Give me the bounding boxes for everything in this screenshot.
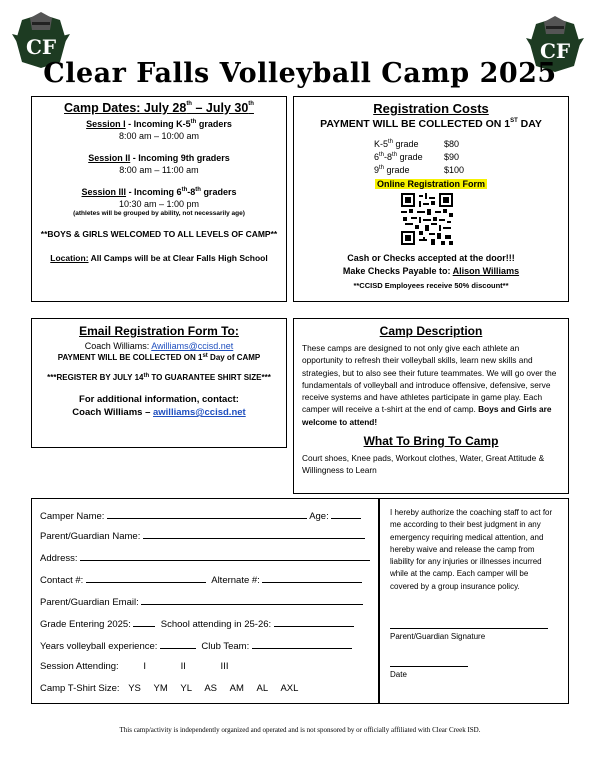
- size-am[interactable]: AM: [229, 683, 244, 694]
- session-1: Session I - Incoming K-5th graders: [86, 119, 232, 129]
- experience-field[interactable]: [160, 639, 196, 649]
- price-row-68: 6th-8th grade $90: [374, 152, 460, 162]
- contact-email-link[interactable]: awilliams@ccisd.net: [153, 407, 246, 418]
- page-title: Clear Falls Volleyball Camp 2025: [43, 58, 557, 89]
- description-text: These camps are designed to not only give each athlete an opportunity to refresh their volleyball skills, learn new skills and strategies, but to also see their future teammates. We will go over the fundamentals of volleyball and introduce offensive, defensive, serve receive systems and have athletes participate in game play. Each camper will receive a t-shirt at the end of camp. Boys and Girls are welcome to attend!: [302, 343, 557, 427]
- price-68: $90: [444, 152, 460, 162]
- contact-label: Contact #:: [40, 575, 84, 586]
- parent-name-field[interactable]: [143, 529, 365, 539]
- address-label: Address:: [40, 553, 78, 564]
- date-label: Date: [390, 670, 407, 679]
- school-label: School attending in 25-26:: [160, 619, 272, 630]
- grade-label: Grade Entering 2025:: [40, 619, 131, 630]
- price-9: $100: [444, 165, 465, 175]
- age-label: Age:: [309, 511, 329, 522]
- club-team-label: Club Team:: [201, 641, 250, 652]
- price-row-9: 9th grade $100: [374, 165, 465, 175]
- camper-name-label: Camper Name:: [40, 511, 105, 522]
- size-axl[interactable]: AXL: [280, 683, 299, 694]
- session-option-2[interactable]: II: [180, 661, 186, 672]
- bring-heading: What To Bring To Camp: [363, 434, 499, 449]
- shirt-size-label: Camp T-Shirt Size:: [40, 683, 120, 694]
- camp-description-box: [293, 318, 569, 494]
- register-deadline: ***REGISTER BY JULY 14th TO GUARANTEE SHIRT SIZE***: [47, 373, 271, 382]
- price-k5: $80: [444, 139, 460, 149]
- checks-payable: Make Checks Payable to: Alison Williams: [342, 266, 520, 276]
- qr-code[interactable]: [401, 193, 453, 245]
- session-attending-label: Session Attending:: [40, 661, 119, 672]
- session-option-3[interactable]: III: [220, 661, 229, 672]
- registration-form-box: [31, 498, 379, 704]
- logo-letters: CF: [539, 39, 571, 63]
- footer-disclaimer: This camp/activity is independently organized and operated and is not sponsored by or officially affiliated with Clear Creek ISD.: [119, 726, 481, 734]
- session-option-1[interactable]: I: [143, 661, 146, 672]
- grade-field[interactable]: [133, 617, 155, 627]
- coach-email-line: Coach Williams: Awilliams@ccisd.net: [84, 341, 234, 351]
- alternate-label: Alternate #:: [211, 575, 260, 586]
- size-al[interactable]: AL: [256, 683, 268, 694]
- signature-line[interactable]: [390, 628, 548, 629]
- employee-discount: **CCISD Employees receive 50% discount**: [353, 281, 509, 290]
- costs-heading: Registration Costs: [373, 101, 489, 116]
- costs-payment-note: PAYMENT WILL BE COLLECTED ON 1ST DAY: [320, 118, 542, 130]
- email-heading: Email Registration Form To:: [79, 324, 239, 338]
- contact-line: Coach Williams – awilliams@ccisd.net: [72, 407, 246, 418]
- authorization-text: I hereby authorize the coaching staff to act for me according to their best judgment in any emergency requiring medical attention, and hereby waive and release the camp from liability for any injuries or illnesses incurred while at the camp. Each camper will be covered by a group insurance policy.: [390, 508, 553, 591]
- email-registration-box: [31, 318, 287, 448]
- size-ym[interactable]: YM: [153, 683, 168, 694]
- signature-label: Parent/Guardian Signature: [390, 632, 486, 641]
- description-heading: Camp Description: [379, 324, 483, 338]
- contact-field[interactable]: [86, 573, 206, 583]
- parent-email-field[interactable]: [141, 595, 363, 605]
- camp-dates-heading: Camp Dates: July 28th – July 30th: [64, 101, 254, 115]
- session-3-time: 10:30 am – 1:00 pm: [118, 199, 200, 209]
- coach-email-link[interactable]: Awilliams@ccisd.net: [151, 341, 234, 351]
- parent-email-label: Parent/Guardian Email:: [40, 597, 139, 608]
- session-2-time: 8:00 am – 11:00 am: [119, 165, 199, 175]
- experience-label: Years volleyball experience:: [40, 641, 158, 652]
- welcome-note: **BOYS & GIRLS WELCOMED TO ALL LEVELS OF CAMP**: [40, 229, 278, 239]
- authorization-box: [379, 498, 569, 704]
- club-team-field[interactable]: [252, 639, 352, 649]
- age-field[interactable]: [331, 509, 361, 519]
- alternate-field[interactable]: [262, 573, 362, 583]
- size-as[interactable]: AS: [204, 683, 218, 694]
- location: Location: All Camps will be at Clear Falls High School: [50, 253, 268, 263]
- cash-checks-note: Cash or Checks accepted at the door!!!: [347, 253, 515, 263]
- logo-letters: CF: [25, 35, 57, 59]
- additional-info: For additional information, contact:: [79, 394, 239, 405]
- parent-name-label: Parent/Guardian Name:: [40, 531, 141, 542]
- school-field[interactable]: [274, 617, 354, 627]
- session-1-time: 8:00 am – 10:00 am: [118, 131, 200, 141]
- date-line[interactable]: [390, 666, 468, 667]
- price-row-k5: K-5th grade $80: [374, 139, 460, 149]
- email-payment-note: PAYMENT WILL BE COLLECTED ON 1st Day of CAMP: [57, 353, 261, 362]
- camper-name-field[interactable]: [107, 509, 307, 519]
- session-3-note: (athletes will be grouped by ability, not necessarily age): [73, 210, 245, 217]
- camp-dates-box: [31, 96, 287, 302]
- registration-costs-box: [293, 96, 569, 302]
- size-yl[interactable]: YL: [180, 683, 192, 694]
- session-2: Session II - Incoming 9th graders: [88, 153, 230, 163]
- online-registration-link[interactable]: Online Registration Form: [376, 179, 485, 189]
- session-3: Session III - Incoming 6th-8th graders: [81, 187, 237, 197]
- bring-text: Court shoes, Knee pads, Workout clothes, Water, Great Attitude & Willingness to Learn: [302, 453, 545, 476]
- size-ys[interactable]: YS: [128, 683, 141, 694]
- address-field[interactable]: [80, 551, 370, 561]
